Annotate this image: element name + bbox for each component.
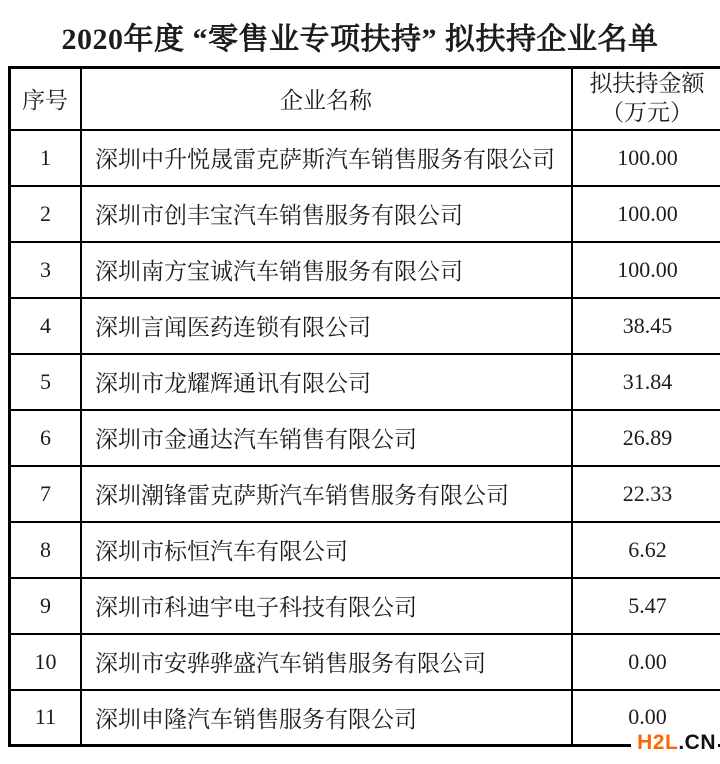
support-amount-cell: 22.33 — [572, 466, 720, 522]
support-amount-cell: 100.00 — [572, 186, 720, 242]
company-name-cell: 深圳南方宝诚汽车销售服务有限公司 — [81, 242, 572, 298]
company-name-cell: 深圳市标恒汽车有限公司 — [81, 522, 572, 578]
watermark-suffix: .CN — [678, 731, 716, 754]
row-index-cell: 1 — [10, 130, 82, 186]
header-company-name: 企业名称 — [81, 68, 572, 130]
support-enterprise-table — [8, 66, 720, 747]
company-name-cell: 深圳市科迪宇电子科技有限公司 — [81, 578, 572, 634]
support-amount-cell: 5.47 — [572, 578, 720, 634]
table-row — [10, 298, 720, 354]
company-name-cell: 深圳中升悦晟雷克萨斯汽车销售服务有限公司 — [81, 130, 572, 186]
row-index-cell: 3 — [10, 242, 82, 298]
row-index-cell: 6 — [10, 410, 82, 466]
company-name-cell: 深圳言闻医药连锁有限公司 — [81, 298, 572, 354]
support-amount-cell: 0.00 — [572, 690, 720, 746]
table-row — [10, 466, 720, 522]
table-row — [10, 242, 720, 298]
row-index-cell: 2 — [10, 186, 82, 242]
row-index-cell: 8 — [10, 522, 82, 578]
support-amount-cell: 38.45 — [572, 298, 720, 354]
table-row — [10, 634, 720, 690]
support-amount-cell: 100.00 — [572, 242, 720, 298]
support-amount-cell: 6.62 — [572, 522, 720, 578]
row-index-cell: 10 — [10, 634, 82, 690]
row-index-cell: 5 — [10, 354, 82, 410]
support-amount-cell: 26.89 — [572, 410, 720, 466]
row-index-cell: 7 — [10, 466, 82, 522]
header-amount-line1: 拟扶持金额 — [589, 71, 705, 96]
company-name-cell: 深圳市安骅骅盛汽车销售服务有限公司 — [81, 634, 572, 690]
table-row — [10, 690, 720, 746]
table-header-row — [10, 68, 720, 130]
support-amount-cell: 100.00 — [572, 130, 720, 186]
company-name-cell: 深圳市龙耀辉通讯有限公司 — [81, 354, 572, 410]
row-index-cell: 4 — [10, 298, 82, 354]
header-support-amount — [572, 68, 720, 130]
table-row — [10, 578, 720, 634]
table-body — [10, 130, 720, 746]
watermark — [631, 731, 718, 754]
support-amount-cell: 31.84 — [572, 354, 720, 410]
page-title: 2020年度 “零售业专项扶持” 拟扶持企业名单 — [61, 23, 659, 56]
table-row — [10, 522, 720, 578]
table-row — [10, 186, 720, 242]
company-name-cell: 深圳市金通达汽车销售有限公司 — [81, 410, 572, 466]
header-index: 序号 — [10, 68, 82, 130]
table-header — [10, 68, 720, 130]
table-row — [10, 130, 720, 186]
header-amount-line2: （万元） — [601, 99, 693, 125]
row-index-cell: 11 — [10, 690, 82, 746]
table-row — [10, 410, 720, 466]
watermark-brand: H2L — [637, 731, 679, 754]
company-name-cell: 深圳潮锋雷克萨斯汽车销售服务有限公司 — [81, 466, 572, 522]
company-name-cell: 深圳申隆汽车销售服务有限公司 — [81, 690, 572, 746]
support-amount-cell: 0.00 — [572, 634, 720, 690]
table-row — [10, 354, 720, 410]
row-index-cell: 9 — [10, 578, 82, 634]
company-name-cell: 深圳市创丰宝汽车销售服务有限公司 — [81, 186, 572, 242]
